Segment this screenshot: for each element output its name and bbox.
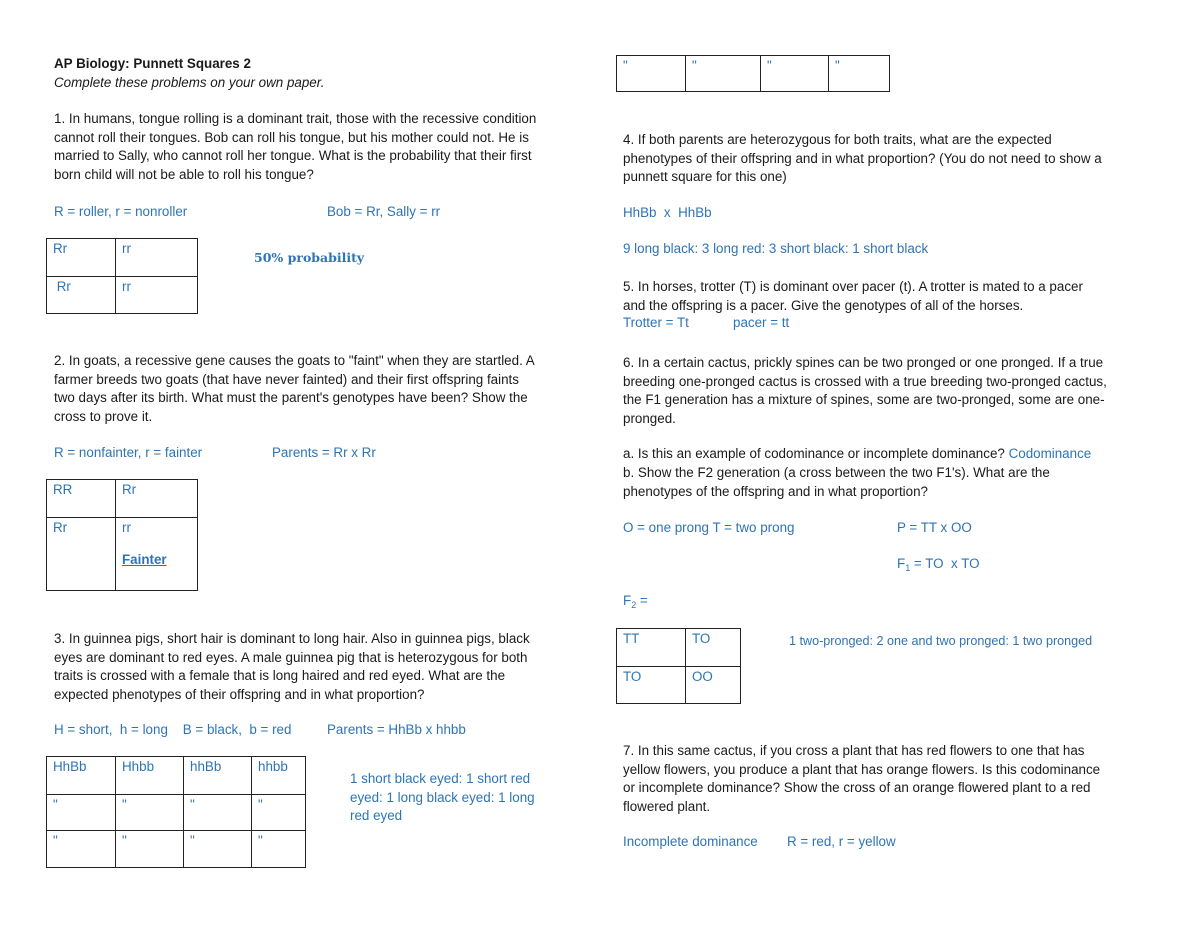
punnett-cell: HhBb	[47, 757, 116, 795]
question-1-parents: Bob = Rr, Sally = rr	[327, 204, 441, 219]
question-7-key: R = red, r = yellow	[787, 834, 896, 849]
question-4-text: 4. If both parents are heterozygous for both traits, what are the expected phenotypes of their offspring and in what proportion? (You do not need to show a punnett square for this one)	[623, 132, 1102, 185]
punnett-cell: TT	[617, 629, 686, 667]
worksheet-subtitle: Complete these problems on your own paper.	[54, 75, 325, 90]
question-1-text: 1. In humans, tongue rolling is a dominant trait, those with the recessive condition cannot roll their tongues. Bob can roll his tongue, but his mother could not. He is married to Sally, who cannot roll her tongue. What is the probability that their first born child will not be able to roll his tongue?	[54, 111, 537, 182]
punnett-cell: Rr	[47, 518, 116, 591]
question-5-text: 5. In horses, trotter (T) is dominant over pacer (t). A trotter is mated to a pacer and the offspring is a pacer. Give the genotypes of all of the horses.	[623, 279, 1083, 313]
ditto-mark: "	[252, 831, 306, 868]
question-1-answer: 50% probability	[254, 250, 365, 265]
question-4-cross: HhBb x HhBb	[623, 205, 712, 220]
question-3-answer: 1 short black eyed: 1 short red eyed: 1 long black eyed: 1 long red eyed	[350, 771, 535, 824]
question-6-key: O = one prong T = two prong	[623, 520, 795, 535]
question-2-parents: Parents = Rr x Rr	[272, 445, 376, 460]
fainter-label: Fainter	[122, 552, 167, 567]
punnett-cell	[116, 518, 198, 591]
ditto-mark: "	[47, 795, 116, 831]
punnett-cell: Hhbb	[116, 757, 184, 795]
question-1-key: R = roller, r = nonroller	[54, 204, 188, 219]
ditto-mark: "	[686, 56, 761, 92]
question-7-text: 7. In this same cactus, if you cross a plant that has red flowers to one that has yellow flowers, you produce a plant that has orange flowers. Is this codominance or incomplete dominance? Show the cross of an orange flowered plant to a red flowered plant.	[623, 743, 1101, 814]
ditto-mark: "	[47, 831, 116, 868]
question-5-trotter: Trotter = Tt	[623, 315, 689, 330]
question-7-answer: Incomplete dominance	[623, 834, 758, 849]
ditto-mark: "	[761, 56, 829, 92]
punnett-cell: hhbb	[252, 757, 306, 795]
question-3-key: H = short, h = long B = black, b = red	[54, 722, 292, 737]
question-6-punnett-square	[616, 628, 741, 704]
punnett-cell-genotype: rr	[122, 520, 131, 535]
ditto-mark: "	[116, 795, 184, 831]
punnett-cell: Rr	[116, 480, 198, 518]
question-6-f2-label: $F_2$ =	[623, 593, 648, 610]
punnett-cell: TO	[617, 667, 686, 704]
question-6-f1-cross: $F_1$ = TO x TO	[897, 556, 980, 573]
question-5-pacer: pacer = tt	[733, 315, 790, 330]
question-4-answer: 9 long black: 3 long red: 3 short black: 1 short black	[623, 241, 929, 256]
question-6-answer: 1 two-pronged: 2 one and two pronged: 1 two pronged	[789, 634, 1093, 648]
punnett-cell: OO	[686, 667, 741, 704]
punnett-cell: Rr	[47, 277, 116, 314]
ditto-mark: "	[116, 831, 184, 868]
punnett-cell: hhBb	[184, 757, 252, 795]
question-6-p-cross: P = TT x OO	[897, 520, 972, 535]
punnett-cell: rr	[116, 239, 198, 277]
question-3-text: 3. In guinnea pigs, short hair is dominant to long hair. Also in guinnea pigs, black eyes are dominant to red eyes. A male guinnea pig that is heterozygous for both traits is crossed with a female that is long haired and red eyed. What are the expected phenotypes of their offspring and in what proportion?	[54, 631, 530, 702]
question-6-part-a-answer: Codominance	[1008, 446, 1092, 461]
punnett-cell: RR	[47, 480, 116, 518]
question-6-part-b: b. Show the F2 generation (a cross between the two F1's). What are the phenotypes of the offspring and in what proportion?	[623, 465, 1050, 499]
ditto-mark: "	[252, 795, 306, 831]
punnett-cell: rr	[116, 277, 198, 314]
ditto-mark: "	[829, 56, 890, 92]
punnett-cell: Rr	[47, 239, 116, 277]
question-2-key: R = nonfainter, r = fainter	[54, 445, 203, 460]
ditto-mark: "	[184, 795, 252, 831]
question-3-parents: Parents = HhBb x hhbb	[327, 722, 466, 737]
question-3-punnett-square	[46, 756, 306, 868]
question-6-text: 6. In a certain cactus, prickly spines can be two pronged or one pronged. If a true breeding one-pronged cactus is crossed with a true breeding two-pronged cactus, the F1 generation has a mixture of spines, some are two-pronged, some are one- pronged.	[623, 355, 1107, 426]
question-2-punnett-square	[46, 479, 198, 591]
question-2-text: 2. In goats, a recessive gene causes the goats to "faint" when they are startled. A farmer breeds two goats (that have never fainted) and their first offspring faints two days after its birth. What must the parent's genotypes have been? Show the cross to prove it.	[54, 353, 535, 424]
ditto-mark: "	[184, 831, 252, 868]
question-6-part-a: a. Is this an example of codominance or incomplete dominance? Codominance	[623, 446, 1092, 461]
ditto-mark: "	[617, 56, 686, 92]
question-1-punnett-square	[46, 238, 198, 314]
worksheet-title: AP Biology: Punnett Squares 2	[54, 56, 251, 71]
punnett-cell: TO	[686, 629, 741, 667]
question-3-punnett-square-continued	[616, 55, 890, 92]
